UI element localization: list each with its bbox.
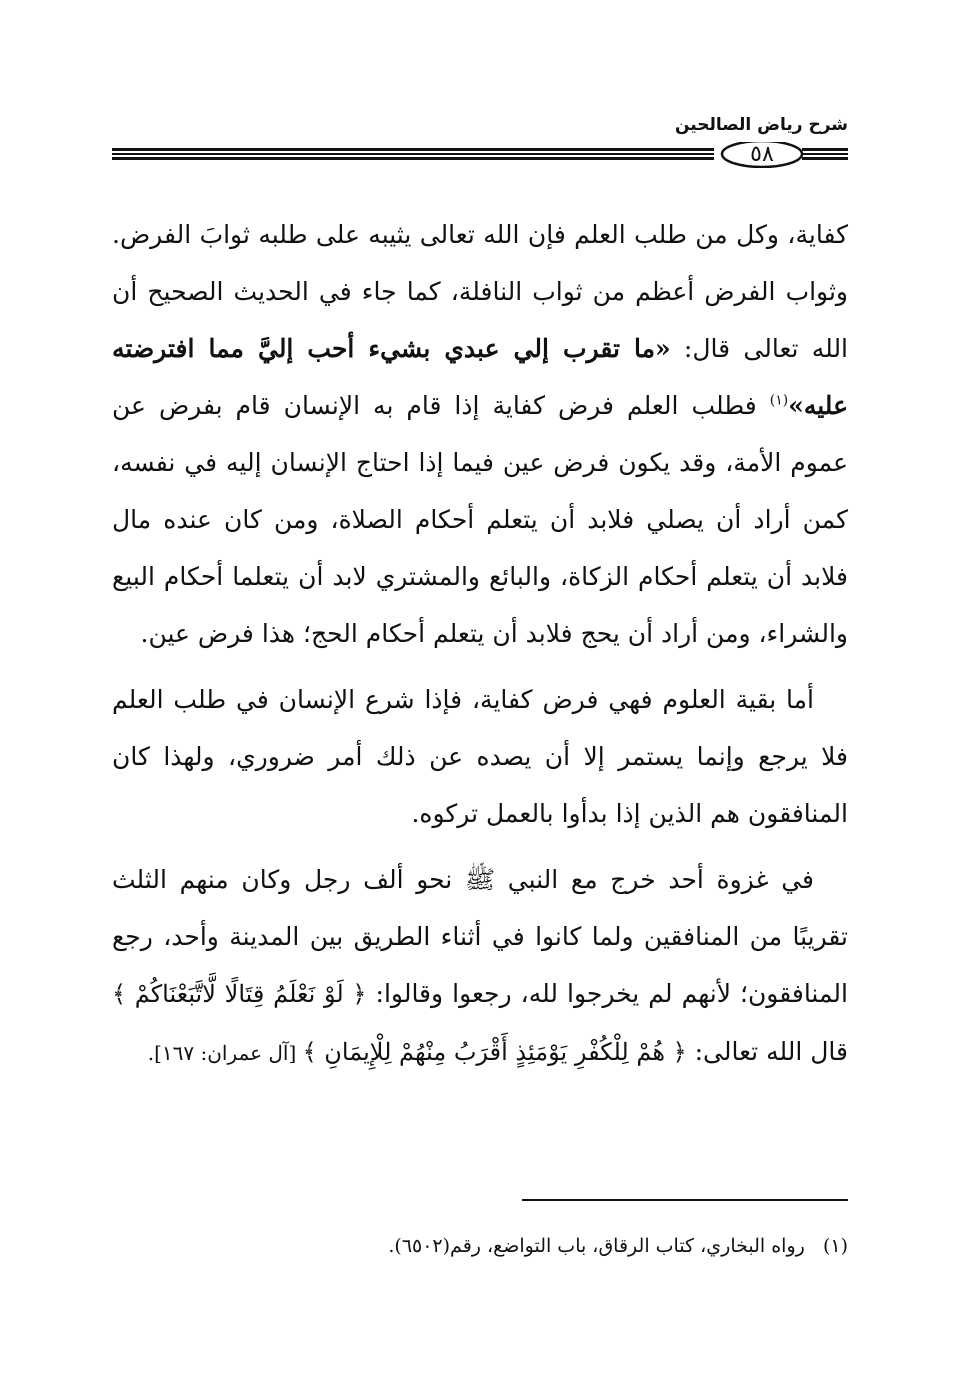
footnote-text: رواه البخاري، كتاب الرقاق، باب التواضع، رقم(٦٥٠٢).: [388, 1235, 805, 1257]
page-body: [112, 206, 848, 1091]
footnote-number: (١): [822, 1235, 848, 1257]
paragraph-1: [112, 206, 848, 662]
footnote-marker: (١): [769, 392, 789, 409]
quran-verse-2: ﴿ هُمْ لِلْكُفْرِ يَوْمَئِذٍ أَقْرَبُ مِنْهُمْ لِلْإِيمَانِ ﴾: [302, 1038, 687, 1066]
running-title: شرح رياض الصالحين: [674, 115, 848, 135]
footnote: [112, 1232, 848, 1260]
quran-verse-1: ﴿ لَوْ نَعْلَمُ قِتَالًا لَّاتَّبَعْنَاكُمْ ﴾: [112, 980, 367, 1008]
quran-reference: [آل عمران: ١٦٧].: [147, 1041, 303, 1065]
footnote-divider: [522, 1199, 848, 1201]
paragraph-3-text-2: قال الله تعالى:: [686, 1037, 848, 1066]
paragraph-1-text-1: كفاية، وكل من طلب العلم فإن الله تعالى يثيبه على طلبه ثوابَ الفرض. وثواب الفرض أعظم من ثواب النافلة، كما جاء في الحديث الصحيح أن الله تعالى قال:: [112, 220, 849, 363]
paragraph-3: [112, 851, 848, 1082]
page-number: ٥٨: [750, 142, 774, 167]
paragraph-2: أما بقية العلوم فهي فرض كفاية، فإذا شرع الإنسان في طلب العلم فلا يرجع وإنما يستمر إلا أن يصده عن ذلك أمر ضروري، ولهذا كان المنافقون هم الذين إذا بدأوا بالعمل تركوه.: [112, 685, 848, 828]
paragraph-1-text-2: فطلب العلم فرض كفاية إذا قام به الإنسان قام بفرض عن عموم الأمة، وقد يكون فرض عين فيما إذا احتاج الإنسان إليه في نفسه، كمن أراد أن يصلي فلابد أن يتعلم أحكام الصلاة، ومن كان عنده مال فلابد أن يتعلم أحكام الزكاة، والبائع والمشتري لابد أن يتعلما أحكام البيع والشراء، ومن أراد أن يحج فلابد أن يتعلم أحكام الحج؛ هذا فرض عين.: [112, 391, 848, 648]
hadith-quote: «ما تقرب إلي عبدي بشيء أحب إليَّ مما افترضته عليه»: [112, 334, 848, 420]
paragraph-3-text-1: في غزوة أحد خرج مع النبي ﷺ نحو ألف رجل وكان منهم الثلث تقريبًا من المنافقين ولما كانوا في أثناء الطريق بين المدينة وأحد، رجع المنافقون؛ لأنهم لم يخرجوا لله، رجعوا وقالوا:: [112, 865, 848, 1008]
